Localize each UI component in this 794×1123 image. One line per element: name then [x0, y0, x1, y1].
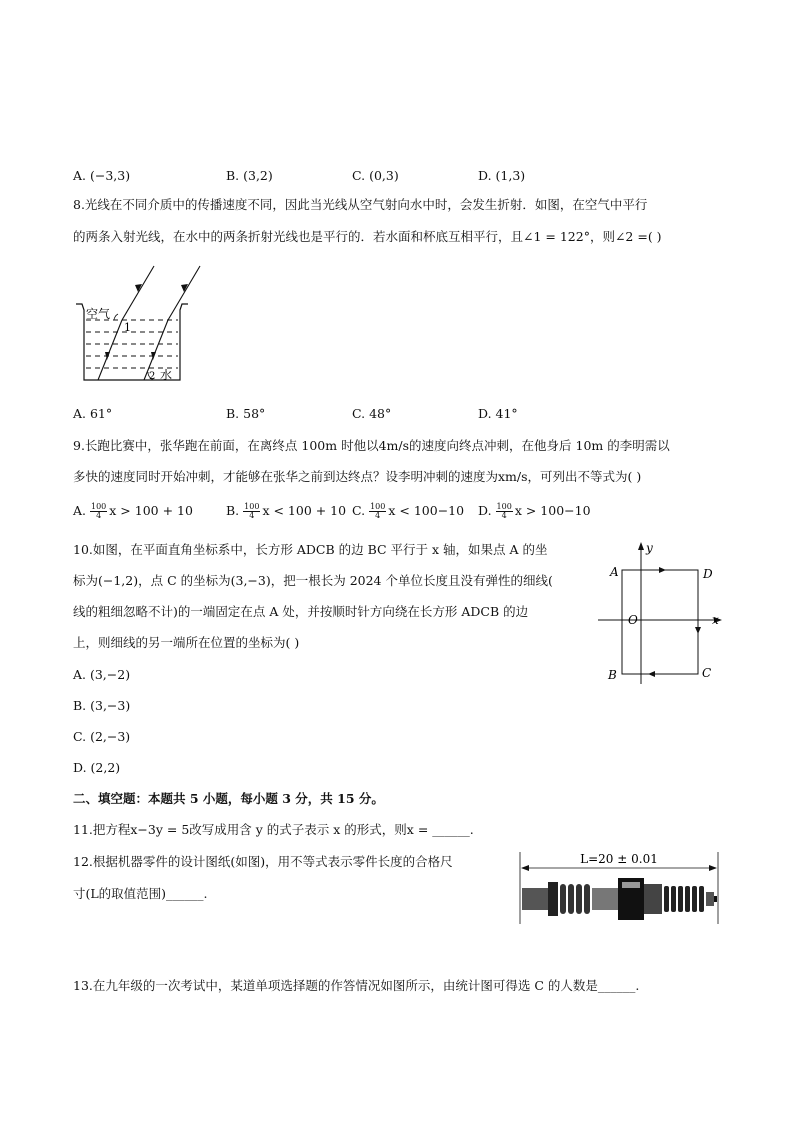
q8-stem-line2: 的两条入射光线，在水中的两条折射光线也是平行的．若水面和杯底互相平行，且∠1 = 122°，则∠2 =( ): [73, 229, 662, 244]
q7-option-d: D. (1,3): [478, 168, 526, 183]
point-b-label: B: [608, 668, 617, 682]
q10-stem-line4: 上，则细线的另一端所在位置的坐标为( ): [73, 635, 300, 650]
point-a-label: A: [610, 565, 619, 579]
water-label: 水: [160, 368, 173, 382]
arrow-icon: [695, 627, 701, 634]
q8-option-d: D. 41°: [478, 406, 518, 421]
q12-stem-line2: 寸(L的取值范围)______.: [73, 886, 208, 901]
q13-stem: 13.在九年级的一次考试中，某道单项选择题的作答情况如图所示，由统计图可得选 C 的人数是______.: [73, 978, 640, 993]
q9-option-c: C. $\frac{100}{4}$ x < 100−10: [352, 502, 465, 520]
q10-stem-line2: 标为(−1,2)，点 C 的坐标为(3,−3)，把一根长为 2024 个单位长度且没有弹性的细线(: [73, 573, 553, 588]
point-d-label: D: [703, 567, 713, 581]
length-label: L=20 ± 0.01: [580, 852, 658, 866]
arrow-icon: [648, 671, 655, 677]
q9-option-b: B. $\frac{100}{4}$ x < 100 + 10: [226, 502, 347, 520]
q9-option-d: D. $\frac{100}{4}$ x > 100−10: [478, 502, 591, 520]
q8-option-b: B. 58°: [226, 406, 266, 421]
q12-stem-line1: 12.根据机器零件的设计图纸(如图)，用不等式表示零件长度的合格尺: [73, 854, 453, 869]
y-axis-arrow-icon: [638, 542, 644, 550]
q10-stem-line1: 10.如图，在平面直角坐标系中，长方形 ADCB 的边 BC 平行于 x 轴，如果点 A 的坐: [73, 542, 548, 557]
section-2-title: 二、填空题：本题共 5 小题，每小题 3 分，共 15 分。: [73, 791, 384, 806]
q10-option-a: A. (3,−2): [73, 667, 131, 682]
machine-part: [522, 878, 717, 920]
q10-option-c: C. (2,−3): [73, 729, 131, 744]
q7-option-c: C. (0,3): [352, 168, 399, 183]
q9-option-a: A. $\frac{100}{4}$ x > 100 + 10: [73, 502, 193, 520]
q8-option-c: C. 48°: [352, 406, 392, 421]
point-c-label: C: [702, 666, 712, 680]
angle-1-label: 1: [124, 321, 131, 334]
refracted-ray-1: [98, 320, 122, 380]
q7-option-b: B. (3,2): [226, 168, 273, 183]
q10-option-d: D. (2,2): [73, 760, 121, 775]
q10-stem-line3: 线的粗细忽略不计)的一端固定在点 A 处，并按顺时针方向绕在长方形 ADCB 的边: [73, 604, 529, 619]
x-axis-label: x: [712, 613, 719, 627]
q8-beaker-figure: [72, 262, 202, 387]
q7-option-a: A. (−3,3): [73, 168, 131, 183]
arrow-icon: [659, 567, 666, 573]
q9-stem-line1: 9.长跑比赛中，张华跑在前面，在离终点 100m 时他以4m/s的速度向终点冲刺，在他身后 10m 的李明需以: [73, 438, 670, 453]
q11-stem: 11.把方程x−3y = 5改写成用含 y 的式子表示 x 的形式，则x = ______.: [73, 822, 474, 837]
arrow-icon: [709, 865, 717, 871]
q10-option-b: B. (3,−3): [73, 698, 131, 713]
air-label: 空气: [86, 307, 111, 321]
q8-stem-line1: 8.光线在不同介质中的传播速度不同，因此当光线从空气射向水中时，会发生折射．如图，在空气中平行: [73, 197, 648, 212]
angle-2-label: 2: [149, 371, 156, 382]
q12-part-figure: [516, 848, 722, 928]
origin-label: O: [628, 613, 638, 627]
incident-ray-1: [122, 266, 154, 320]
q8-option-a: A. 61°: [73, 406, 113, 421]
y-axis-label: y: [646, 541, 653, 555]
incident-ray-2: [168, 266, 200, 320]
water-dashes: [86, 320, 178, 368]
q9-stem-line2: 多快的速度同时开始冲刺，才能够在张华之前到达终点？设李明冲刺的速度为xm/s，可列出不等式为( ): [73, 469, 642, 484]
q10-coordinate-figure: [598, 538, 726, 688]
arrow-icon: [521, 865, 529, 871]
